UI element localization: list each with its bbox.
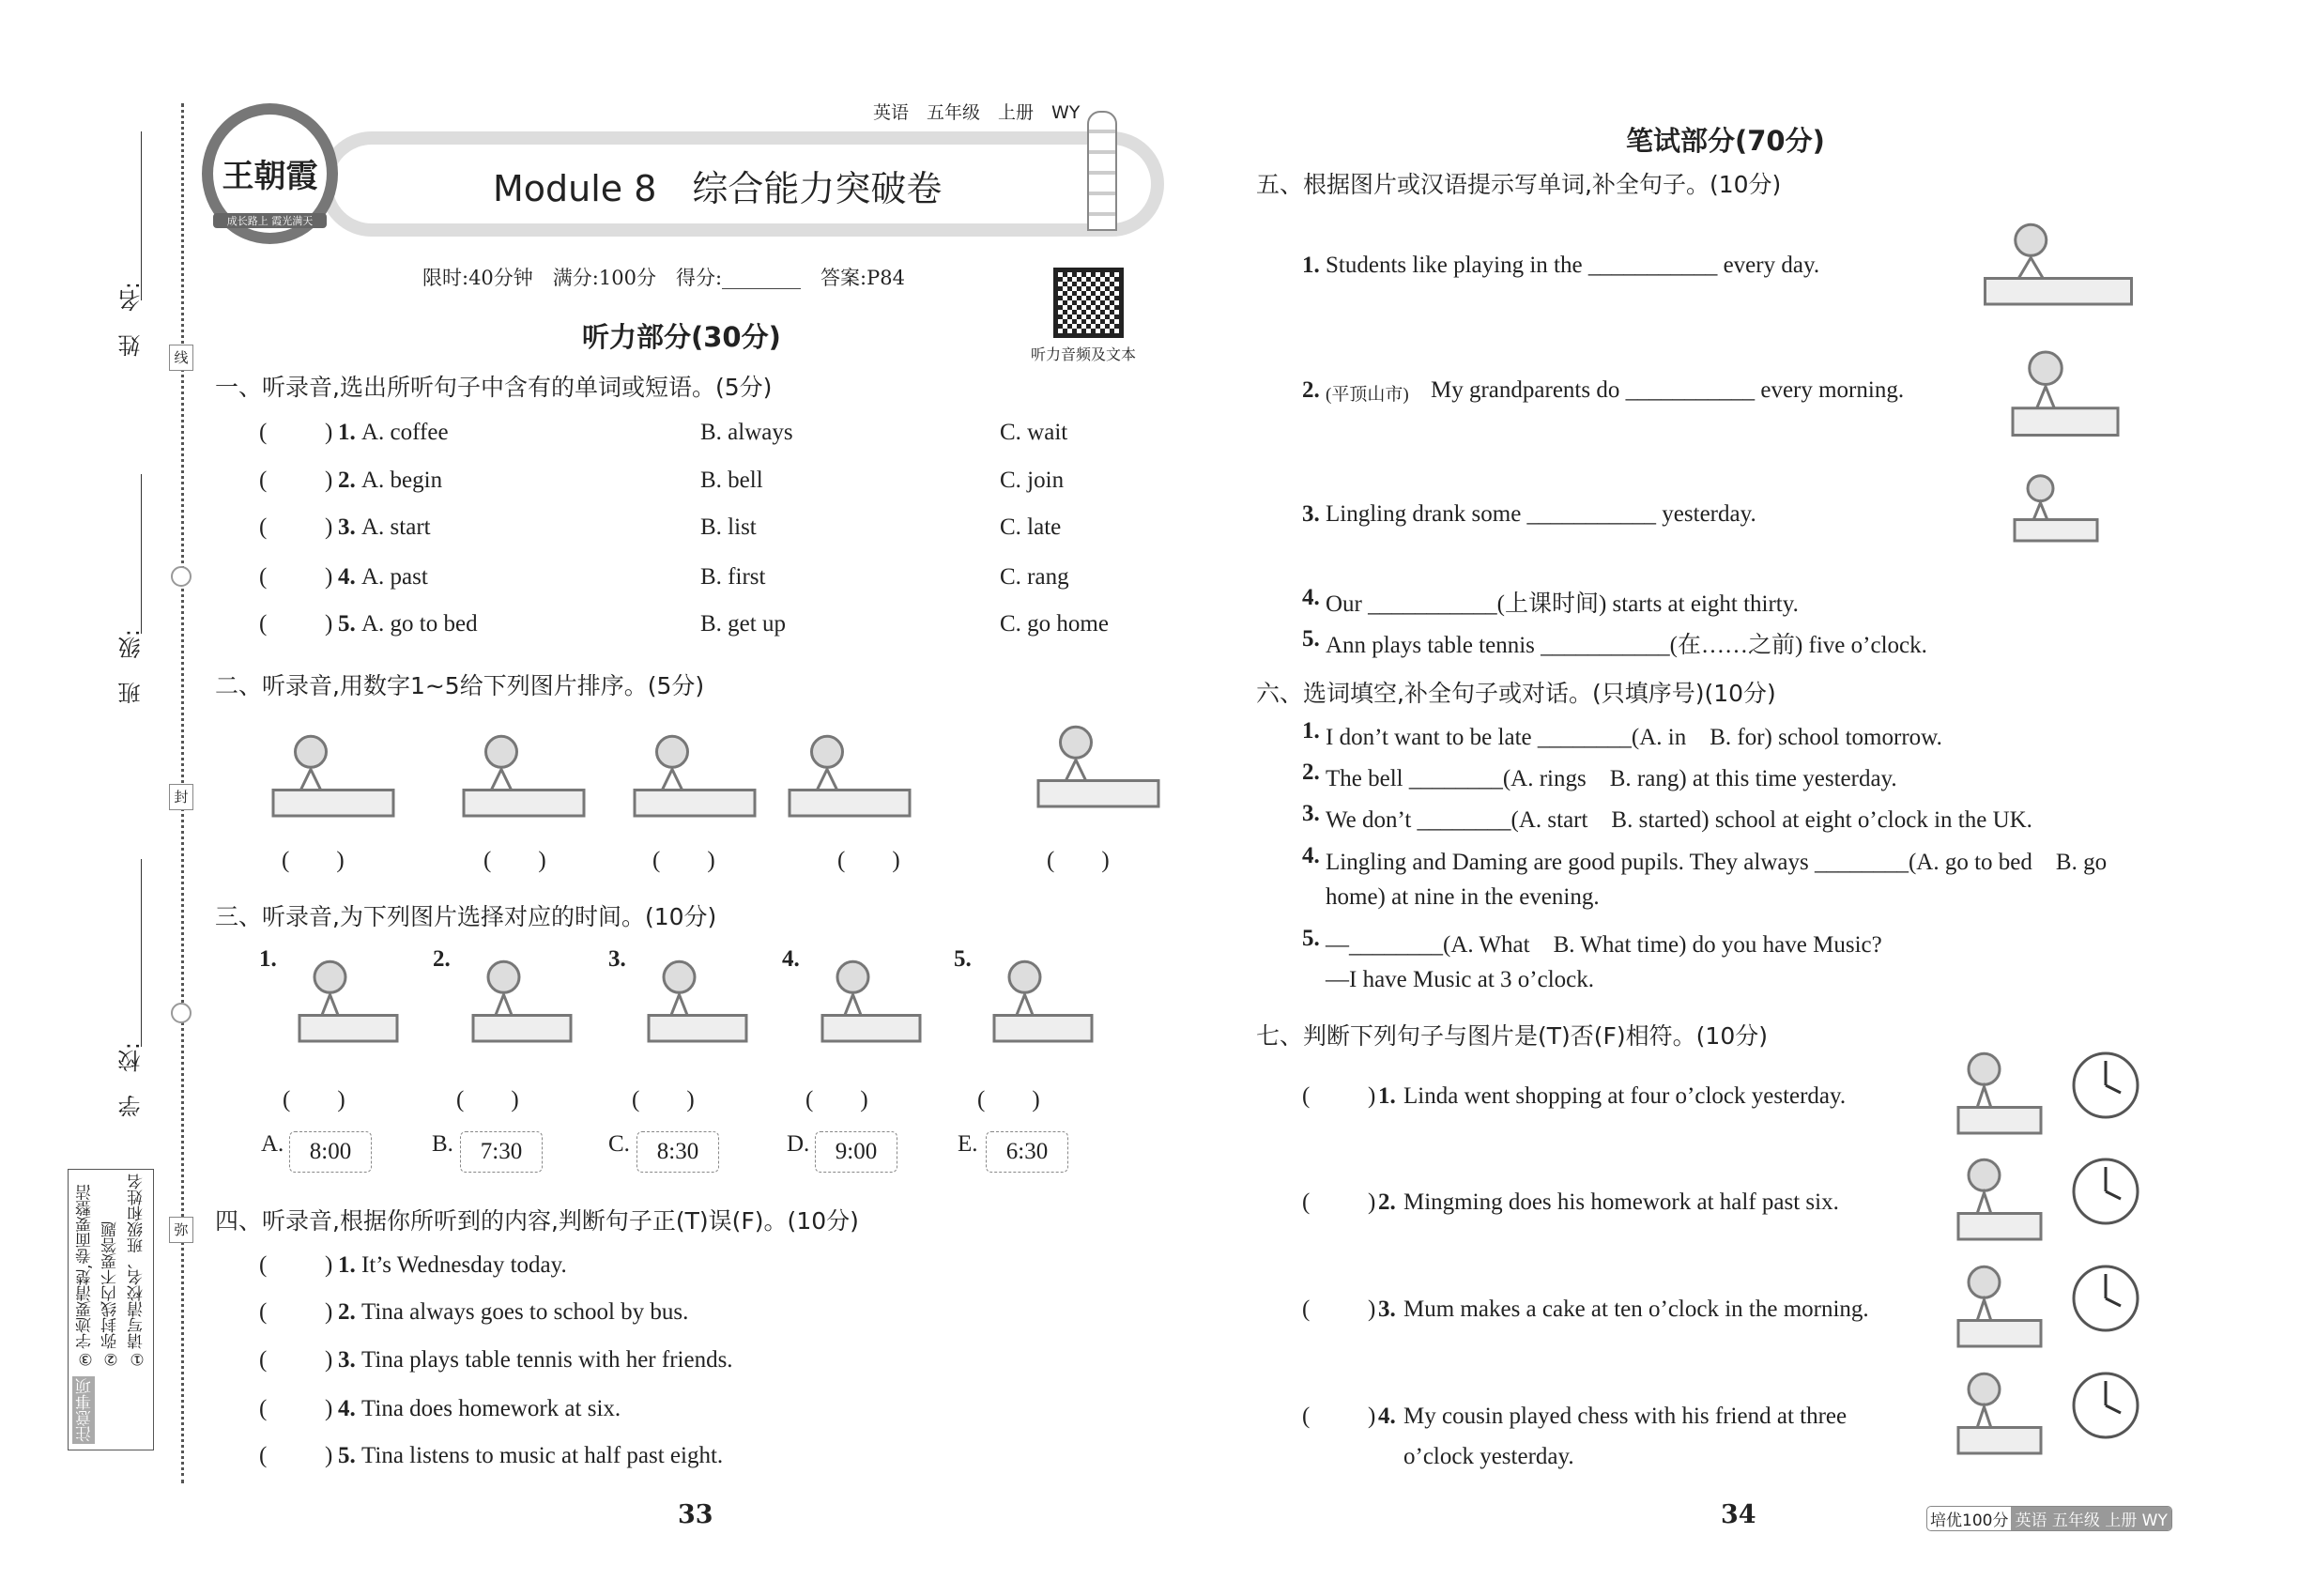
time-paren: ( )	[977, 1087, 1040, 1113]
statement: My cousin played chess with his friend at three	[1403, 1404, 1848, 1429]
sentence: We don’t ________(A. start B. started) school at eight o’clock in the UK.	[1326, 807, 2032, 833]
lighthouse-icon	[1087, 111, 1117, 231]
section-4-title: 四、听录音,根据你所听到的内容,判断句子正(T)误(F)。(10分)	[215, 1207, 859, 1235]
answer-paren-close: )	[325, 1396, 333, 1421]
clock-icon	[2070, 1156, 2141, 1227]
item-number: 3.	[1378, 1297, 1396, 1322]
name-field[interactable]	[141, 131, 142, 300]
school-field[interactable]	[141, 859, 142, 1047]
statement: Mum makes a cake at ten o’clock in the morning.	[1403, 1297, 1869, 1322]
answer-paren-close: )	[1368, 1297, 1376, 1322]
answer-paren-open[interactable]: (	[259, 420, 268, 445]
notice-title: 注意事项	[72, 1376, 95, 1444]
notice-item: ②弥封线内不要答题	[101, 1221, 121, 1368]
time-paren: ( )	[632, 1087, 695, 1113]
time-paren: ( )	[283, 1087, 345, 1113]
answer-paren-open[interactable]: (	[259, 468, 268, 493]
order-paren: ( )	[837, 848, 900, 873]
item-number: 2.	[1302, 760, 1320, 785]
notice-item: ①请写清校名、班级和姓名	[127, 1174, 146, 1368]
picture-5	[1023, 714, 1173, 817]
answer-paren-open[interactable]: (	[259, 1299, 268, 1325]
name-label: 姓 名:	[118, 282, 145, 358]
time-box: 9:00	[815, 1131, 897, 1173]
picture-3	[1948, 1253, 2051, 1357]
statement: Mingming does his homework at half past six.	[1403, 1189, 1839, 1215]
picture-2	[1948, 1146, 2051, 1250]
page-number: 33	[678, 1500, 713, 1529]
picture-3	[636, 948, 759, 1051]
section-3-title: 三、听录音,为下列图片选择对应的时间。(10分)	[215, 903, 717, 930]
item-number: 4.	[1302, 585, 1320, 610]
time-box: 8:30	[636, 1131, 719, 1173]
picture-2	[461, 948, 583, 1051]
option-b: B. always	[700, 420, 793, 445]
item-number: 5.	[338, 1443, 356, 1468]
footer-info: 英语 五年级 上册 WY	[2011, 1507, 2170, 1530]
sentence: My grandparents do ___________ every morning.	[1431, 377, 1905, 403]
picture-number: 1.	[259, 946, 277, 972]
seal-char: 线	[169, 345, 193, 371]
picture-number: 5.	[954, 946, 972, 972]
logo-slogan: 成长路上 霞光满天	[213, 213, 327, 228]
option-a: A. coffee	[361, 420, 449, 445]
option-a: A. go to bed	[361, 611, 478, 637]
subject-info: 英语 五年级 上册 WY	[873, 102, 1081, 123]
sentence-cont: —I have Music at 3 o’clock.	[1326, 967, 1595, 992]
answer-paren-open[interactable]: (	[1302, 1297, 1311, 1322]
item-number: 4.	[1302, 843, 1320, 868]
answer-paren-close: )	[325, 1299, 333, 1325]
item-number: 1.	[1302, 253, 1320, 278]
answer-paren-open[interactable]: (	[1302, 1189, 1311, 1215]
item-number: 2.	[1378, 1189, 1396, 1215]
item-number: 4.	[1378, 1404, 1396, 1429]
section-1-title: 一、听录音,选出所听句子中含有的单词或短语。(5分)	[215, 374, 773, 401]
item-number: 2.	[338, 468, 356, 493]
item-number: 5.	[1302, 626, 1320, 652]
item-number: 3.	[1302, 501, 1320, 527]
answer-paren-open[interactable]: (	[259, 1347, 268, 1373]
sentence: Lingling and Daming are good pupils. They always ________(A. go to bed B. go	[1326, 850, 2108, 875]
writing-title: 笔试部分(70分)	[1626, 125, 1825, 157]
statement: Tina listens to music at half past eight.	[361, 1443, 724, 1468]
item-number: 2.	[338, 1299, 356, 1325]
picture-1	[287, 948, 409, 1051]
item-number: 3.	[1302, 801, 1320, 826]
qr-code[interactable]	[1053, 268, 1124, 338]
answer-paren-open[interactable]: (	[1302, 1083, 1311, 1109]
option-b: B. get up	[700, 611, 786, 637]
time-paren: ( )	[456, 1087, 519, 1113]
answer-paren-close: )	[1368, 1404, 1376, 1429]
time-letter: E.	[958, 1131, 978, 1157]
exercise-picture	[2000, 338, 2131, 446]
statement: Linda went shopping at four o’clock yesterday.	[1403, 1083, 1847, 1109]
time-paren: ( )	[805, 1087, 868, 1113]
item-number: 1.	[1378, 1083, 1396, 1109]
notice-box	[68, 1169, 154, 1450]
logo-text: 王朝霞	[222, 158, 318, 195]
answer-paren-close: )	[325, 420, 333, 445]
seal-char: 弥	[169, 1217, 193, 1243]
item-number: 1.	[338, 1252, 356, 1278]
listening-title: 听力部分(30分)	[582, 321, 781, 353]
statement: Tina plays table tennis with her friends.	[361, 1347, 733, 1373]
picture-1	[1948, 1040, 2051, 1143]
notice-item: ③字迹要清楚,卷面要整洁	[76, 1184, 96, 1368]
option-c: C. go home	[1000, 611, 1109, 637]
option-a: A. begin	[361, 468, 443, 493]
picture-1	[258, 723, 408, 826]
sentence: The bell ________(A. rings B. rang) at this time yesterday.	[1326, 766, 1897, 791]
clock-icon	[2070, 1263, 2141, 1334]
seal-char: 封	[169, 784, 193, 810]
answer-paren-open[interactable]: (	[259, 611, 268, 637]
option-a: A. past	[361, 564, 428, 590]
order-paren: ( )	[652, 848, 715, 873]
time-letter: B.	[432, 1131, 453, 1157]
picture-5	[982, 948, 1104, 1051]
answer-paren-close: )	[325, 468, 333, 493]
statement: It’s Wednesday today.	[361, 1252, 567, 1278]
answer-paren-open[interactable]: (	[259, 564, 268, 590]
sentence: —________(A. What B. What time) do you have Music?	[1326, 932, 1882, 958]
tea-cup-picture	[2004, 465, 2108, 549]
ring-icon	[171, 1003, 192, 1023]
playground-picture	[1967, 211, 2150, 315]
answer-paren-close: )	[325, 1347, 333, 1373]
answer-paren-close: )	[325, 1443, 333, 1468]
answer-paren-open[interactable]: (	[259, 1443, 268, 1468]
statement: Tina always goes to school by bus.	[361, 1299, 689, 1325]
ring-icon	[171, 566, 192, 587]
item-number: 5.	[1302, 926, 1320, 951]
time-letter: C.	[608, 1131, 630, 1157]
picture-number: 4.	[782, 946, 800, 972]
answer-paren-open[interactable]: (	[259, 1252, 268, 1278]
option-b: B. first	[700, 564, 766, 590]
item-number: 1.	[338, 420, 356, 445]
page-title: Module 8 综合能力突破卷	[493, 168, 943, 209]
item-number: 4.	[338, 564, 356, 590]
answer-paren-close: )	[325, 1252, 333, 1278]
section-6-title: 六、选词填空,补全句子或对话。(只填序号)(10分)	[1256, 680, 1776, 707]
item-number: 3.	[338, 1347, 356, 1373]
time-box: 7:30	[460, 1131, 543, 1173]
answer-paren-close: )	[325, 611, 333, 637]
order-paren: ( )	[483, 848, 546, 873]
option-c: C. wait	[1000, 420, 1068, 445]
time-letter: A.	[261, 1131, 284, 1157]
answer-paren-open[interactable]: (	[259, 1396, 268, 1421]
item-number: 4.	[338, 1396, 356, 1421]
answer-paren-close: )	[1368, 1083, 1376, 1109]
sentence: I don’t want to be late ________(A. in B. for) school tomorrow.	[1326, 725, 1942, 750]
option-b: B. bell	[700, 468, 763, 493]
sentence: Ann plays table tennis ___________(在……之前) five o’clock.	[1326, 633, 1927, 658]
option-a: A. start	[361, 514, 431, 540]
item-number: 1.	[1302, 718, 1320, 744]
order-paren: ( )	[1047, 848, 1110, 873]
class-label: 班 级:	[118, 629, 145, 705]
section-7-title: 七、判断下列句子与图片是(T)否(F)相符。(10分)	[1256, 1022, 1768, 1050]
section-5-title: 五、根据图片或汉语提示写单词,补全句子。(10分)	[1256, 171, 1782, 198]
answer-paren-open[interactable]: (	[259, 514, 268, 540]
picture-4	[810, 948, 932, 1051]
picture-number: 3.	[608, 946, 626, 972]
answer-paren-close: )	[325, 514, 333, 540]
sentence-cont: home) at nine in the evening.	[1326, 884, 1600, 910]
option-c: C. join	[1000, 468, 1065, 493]
sentence: Our ___________(上课时间) starts at eight thirty.	[1326, 591, 1799, 617]
clock-icon	[2070, 1050, 2141, 1121]
school-label: 学 校:	[118, 1042, 145, 1118]
option-c: C. rang	[1000, 564, 1069, 590]
sentence: Lingling drank some ___________ yesterday.	[1326, 501, 1756, 527]
answer-paren-close: )	[1368, 1189, 1376, 1215]
class-field[interactable]	[141, 474, 142, 634]
picture-2	[449, 723, 599, 826]
picture-number: 2.	[433, 946, 451, 972]
time-box: 8:00	[289, 1131, 372, 1173]
time-box: 6:30	[986, 1131, 1068, 1173]
page-number: 34	[1721, 1500, 1756, 1529]
sentence: Students like playing in the ___________ every day.	[1326, 253, 1820, 278]
time-letter: D.	[787, 1131, 810, 1157]
answer-paren-close: )	[325, 564, 333, 590]
answer-paren-open[interactable]: (	[1302, 1404, 1311, 1429]
picture-3	[620, 723, 770, 826]
statement-cont: o’clock yesterday.	[1403, 1444, 1574, 1469]
picture-4	[1948, 1360, 2051, 1464]
item-number: 2.	[1302, 377, 1320, 403]
item-number: 3.	[338, 514, 356, 540]
picture-4	[774, 723, 925, 826]
logo	[202, 103, 338, 244]
region-tag: (平顶山市)	[1326, 385, 1409, 405]
order-paren: ( )	[282, 848, 345, 873]
statement: Tina does homework at six.	[361, 1396, 621, 1421]
clock-icon	[2070, 1370, 2141, 1441]
option-c: C. late	[1000, 514, 1062, 540]
footer-badge	[1926, 1506, 2172, 1531]
item-number: 5.	[338, 611, 356, 637]
option-b: B. list	[700, 514, 757, 540]
exam-meta: 限时:40分钟 满分:100分 得分:________ 答案:P84	[422, 267, 905, 289]
footer-brand: 培优100分	[1930, 1512, 2009, 1530]
qr-caption: 听力音频及文本	[1031, 345, 1137, 363]
section-2-title: 二、听录音,用数字1~5给下列图片排序。(5分)	[215, 672, 705, 699]
